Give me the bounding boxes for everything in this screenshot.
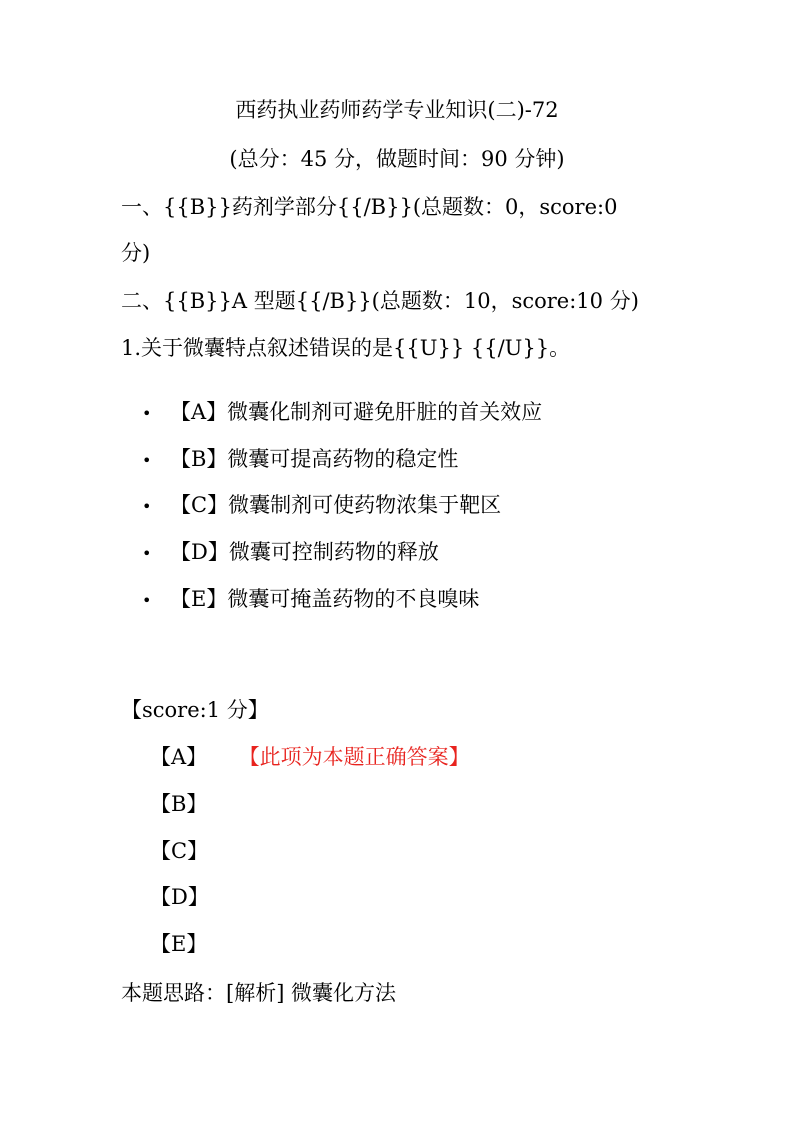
answer-item-d	[150, 887, 209, 908]
question-score: 【score:1 分】	[121, 698, 269, 722]
option-text-c: 【C】微囊制剂可使药物浓集于靶区	[170, 493, 502, 517]
option-text-e: 【E】微囊可掩盖药物的不良嗅味	[170, 587, 480, 611]
bullet-icon: •	[142, 496, 152, 516]
section-heading-type-a: 二、{{B}}A 型题{{/B}}(总题数：10，score:10 分)	[121, 289, 639, 313]
answer-label-e: 【E】	[150, 932, 208, 956]
answer-label-b: 【B】	[150, 792, 208, 816]
document-subtitle: (总分：45 分，做题时间：90 分钟)	[229, 147, 565, 171]
answer-label-c: 【C】	[150, 839, 209, 863]
answer-label-d: 【D】	[150, 885, 209, 909]
section-heading-pharmaceutics-continued: 分)	[121, 241, 151, 265]
answer-item-a	[150, 747, 470, 768]
analysis-text: 本题思路：[解析] 微囊化方法	[121, 981, 397, 1005]
answer-item-b	[150, 794, 207, 815]
option-item-b	[142, 449, 458, 470]
document-title: 西药执业药师药学专业知识(二)-72	[235, 98, 559, 122]
bullet-icon: •	[142, 450, 152, 470]
option-item-c	[142, 495, 501, 516]
question-text: 1.关于微囊特点叙述错误的是{{U}} {{/U}}。	[121, 336, 571, 360]
option-text-d: 【D】微囊可控制药物的释放	[170, 540, 439, 564]
option-item-d	[142, 542, 439, 563]
option-item-a	[142, 402, 542, 423]
answer-item-e	[150, 934, 207, 955]
answer-item-c	[150, 841, 208, 862]
bullet-icon: •	[142, 590, 152, 610]
option-item-e	[142, 589, 479, 610]
correct-answer-note: 【此项为本题正确答案】	[249, 745, 470, 769]
option-text-a: 【A】微囊化制剂可避免肝脏的首关效应	[170, 400, 543, 424]
option-text-b: 【B】微囊可提高药物的稳定性	[170, 447, 459, 471]
bullet-icon: •	[142, 403, 152, 423]
section-heading-pharmaceutics: 一、{{B}}药剂学部分{{/B}}(总题数：0，score:0	[121, 195, 618, 219]
bullet-icon: •	[142, 543, 152, 563]
answer-label-a: 【A】	[150, 745, 208, 769]
